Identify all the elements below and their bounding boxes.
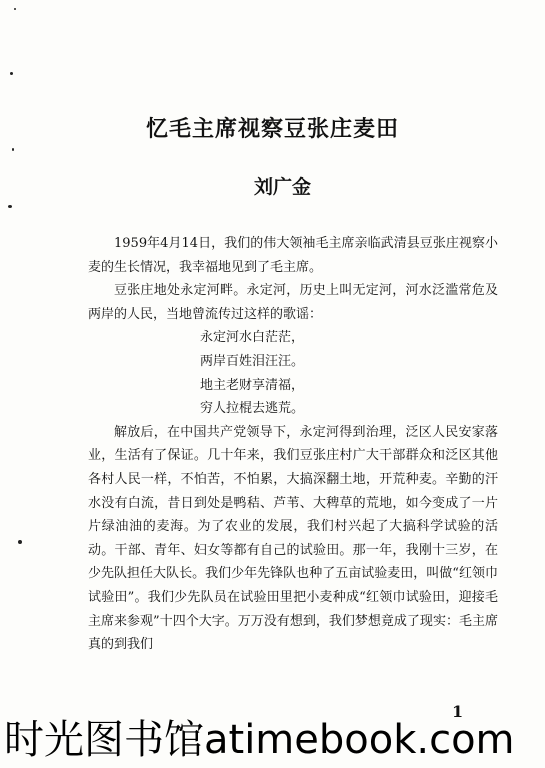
verse-line: 永定河水白茫茫， [200,330,305,346]
document-title: 忆毛主席视察豆张庄麦田 [145,116,399,142]
paragraph: 解放后，在中国共产党领导下，永定河得到治理，泛区人民安家落业，生活有了保证。几十年来，我们豆张庄村广大干部群众和泛区其他各村人民一样，不怕苦，不怕累，大搞深翻土地，开荒种麦。辛勤的汗水没有白流，昔日到处是鸭秸、芦苇、大稗草的荒地，如今变成了一片片绿油油的麦海。为了农业的发展，我们村兴起了大搞科学试验的活动。干部、青年、妇女等都有自己的试验田。那一年，我刚十三岁，在少先队担任大队长。我们少年先锋队也种了五亩试验麦田，叫做“红领巾试验田”。我们少先队员在试验田里把小麦种成“红领巾试验田，迎接毛主席来参观”十四个大字。万万没有想到，我们梦想竟成了现实：毛主席真的到我们 [88,424,498,653]
verse-line: 地主老财享清福， [200,377,305,393]
scan-speck [12,148,14,151]
verse-line: 两岸百姓泪汪汪。 [200,353,305,369]
scan-speck [10,72,13,75]
scan-speck [18,540,22,544]
paragraph: 1959年4月14日，我们的伟大领袖毛主席亲临武清县豆张庄视察小麦的生长情况，我幸福地见到了毛主席。 [88,236,498,275]
body-text [88,232,498,657]
scan-speck [8,205,12,208]
scan-speck [14,8,16,10]
page-number: 1 [452,702,464,721]
watermark: 时光图书馆atimebook.com [4,717,515,763]
paragraph: 豆张庄地处永定河畔。永定河，历史上叫无定河，河水泛滥常危及两岸的人民，当地曾流传过这样的歌谣： [88,283,498,322]
document-author: 刘广金 [253,176,311,198]
verse-line: 穷人拉棍去逃荒。 [200,401,305,417]
